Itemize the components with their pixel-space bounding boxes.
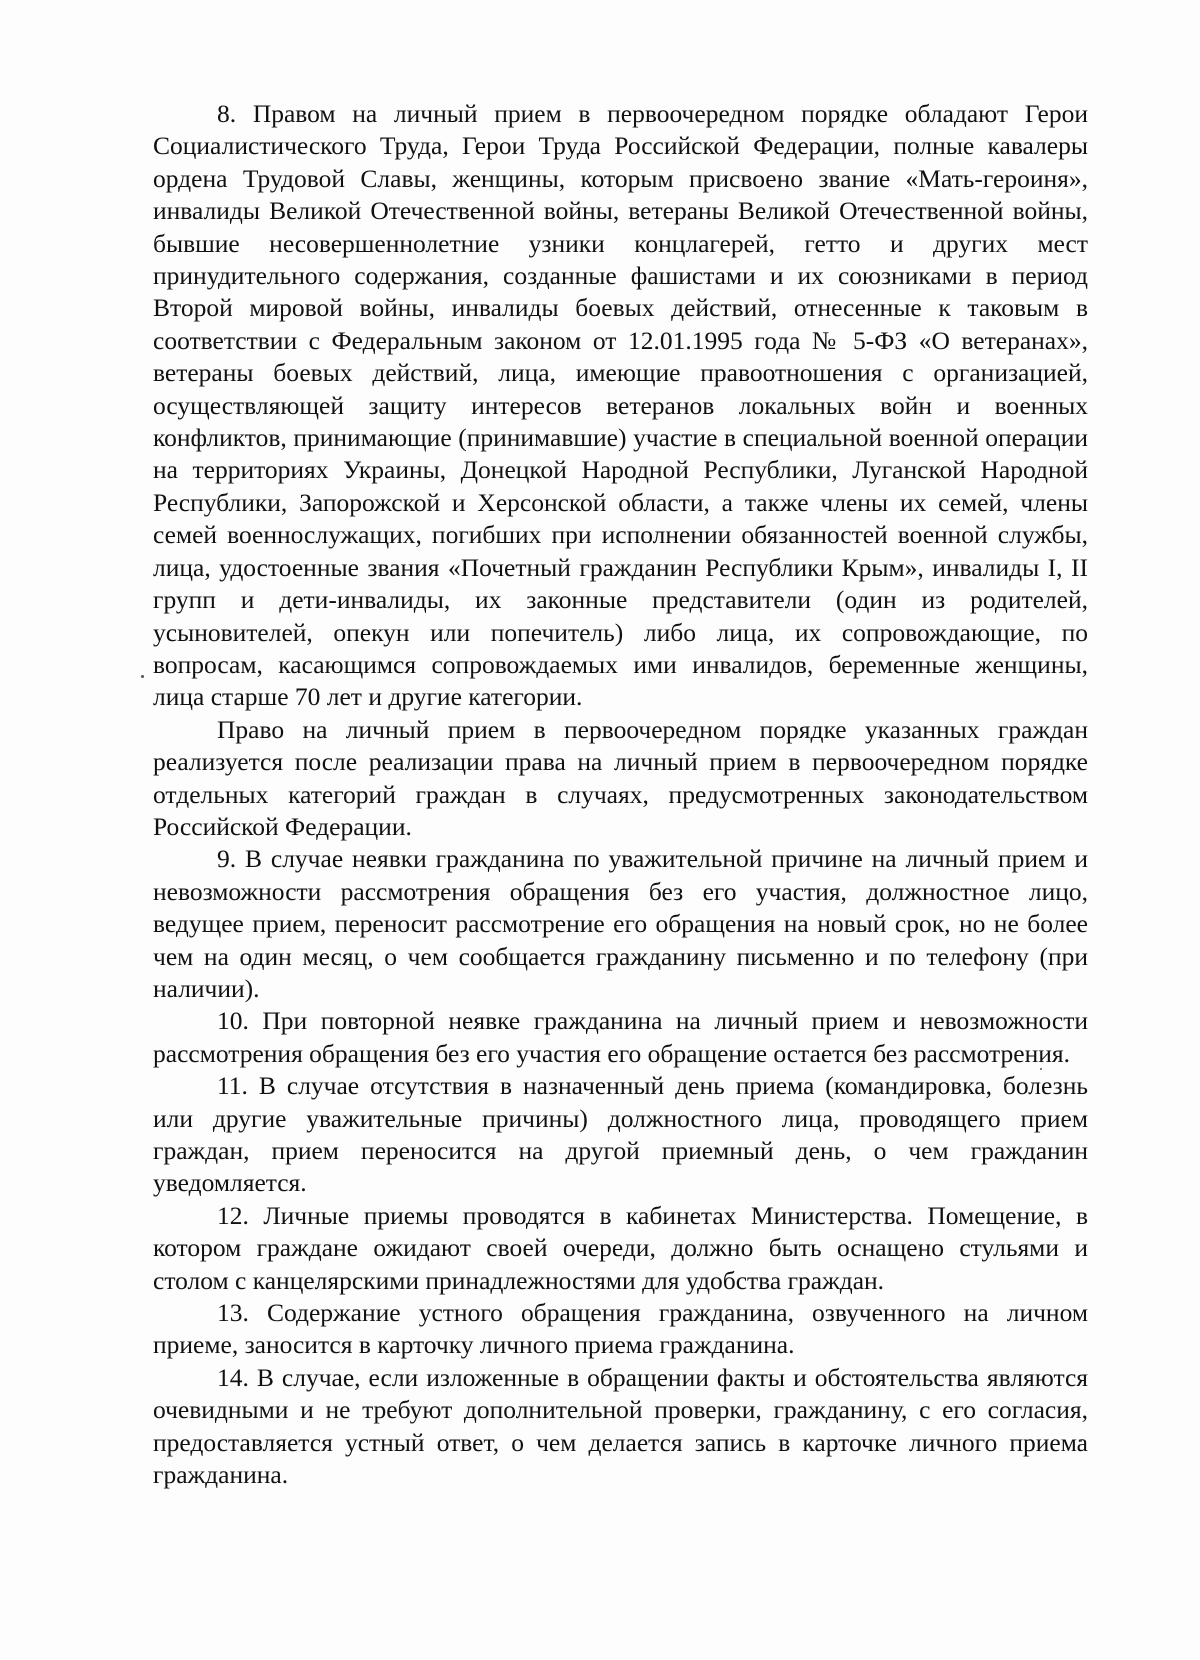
paragraph-12: 12. Личные приемы проводятся в кабинетах Министерства. Помещение, в котором граждане ожидают своей очереди, должно быть оснащено стульями и столом с канцелярскими принадлежностями для удобства граждан.: [153, 1200, 1088, 1295]
paragraph-11: 11. В случае отсутствия в назначенный день приема (командировка, болезнь или другие уважительные причины) должностного лица, проводящего прием граждан, прием переносится на другой приемный день, о чем гражданин уведомляется.: [153, 1071, 1088, 1198]
paragraph-9: 9. В случае неявки гражданина по уважительной причине на личный прием и невозможности рассмотрения обращения без его участия, должностное лицо, ведущее прием, переносит рассмотрение его обращения на новый срок, но не более чем на один месяц, о чем сообщается гражданину письменно и по телефону (при наличии).: [153, 844, 1088, 1003]
paragraph-8: 8. Правом на личный прием в первоочередном порядке обладают Герои Социалистического Труда, Герои Труда Российской Федерации, полные кавалеры ордена Трудовой Славы, женщины, которым присвоено звание «Мать-героиня», инвалиды Великой Отечественной войны, ветераны Великой Отечественной войны, бывшие несовершеннолетние узники концлагерей, гетто и других мест принудительного содержания, созданные фашистами и их союзниками в период Второй мировой войны, инвалиды боевых действий, отнесенные к таковым в соответствии с Федеральным законом от 12.01.1995 года № 5-ФЗ «О ветеранах», ветераны боевых действий, лица, имеющие правоотношения с организацией, осуществляющей защиту интересов ветеранов локальных войн и военных конфликтов, принимающие (принимавшие) участие в специальной военной операции на территориях Украины, Донецкой Народной Республики, Луганской Народной Республики, Запорожской и Херсонской области, а также члены их семей, члены семей военнослужащих, погибших при исполнении обязанностей военной службы, лица, удостоенные звания «Почетный гражданин Республики Крым», инвалиды I, II групп и дети-инвалиды, их законные представители (один из родителей, усыновителей, опекун или попечитель) либо лица, их сопровождающие, по вопросам, касающимся сопровождаемых ими инвалидов, беременные женщины, лица старше 70 лет и другие категории.: [153, 99, 1088, 712]
scan-speck: [141, 675, 144, 678]
document-body: [153, 98, 1088, 1491]
paragraph-10: 10. При повторной неявке гражданина на личный прием и невозможности рассмотрения обращения без его участия его обращение остается без рассмотрения.: [153, 1006, 1088, 1068]
paragraph-8-continuation: Право на личный прием в первоочередном порядке указанных граждан реализуется после реализации права на личный прием в первоочередном порядке отдельных категорий граждан в случаях, предусмотренных законодательством Российской Федерации.: [153, 714, 1088, 841]
paragraph-13: 13. Содержание устного обращения гражданина, озвученного на личном приеме, заносится в карточку личного приема гражданина.: [153, 1298, 1088, 1360]
paragraph-14: 14. В случае, если изложенные в обращении факты и обстоятельства являются очевидными и не требуют дополнительной проверки, гражданину, с его согласия, предоставляется устный ответ, о чем делается запись в карточке личного приема гражданина.: [153, 1362, 1088, 1490]
